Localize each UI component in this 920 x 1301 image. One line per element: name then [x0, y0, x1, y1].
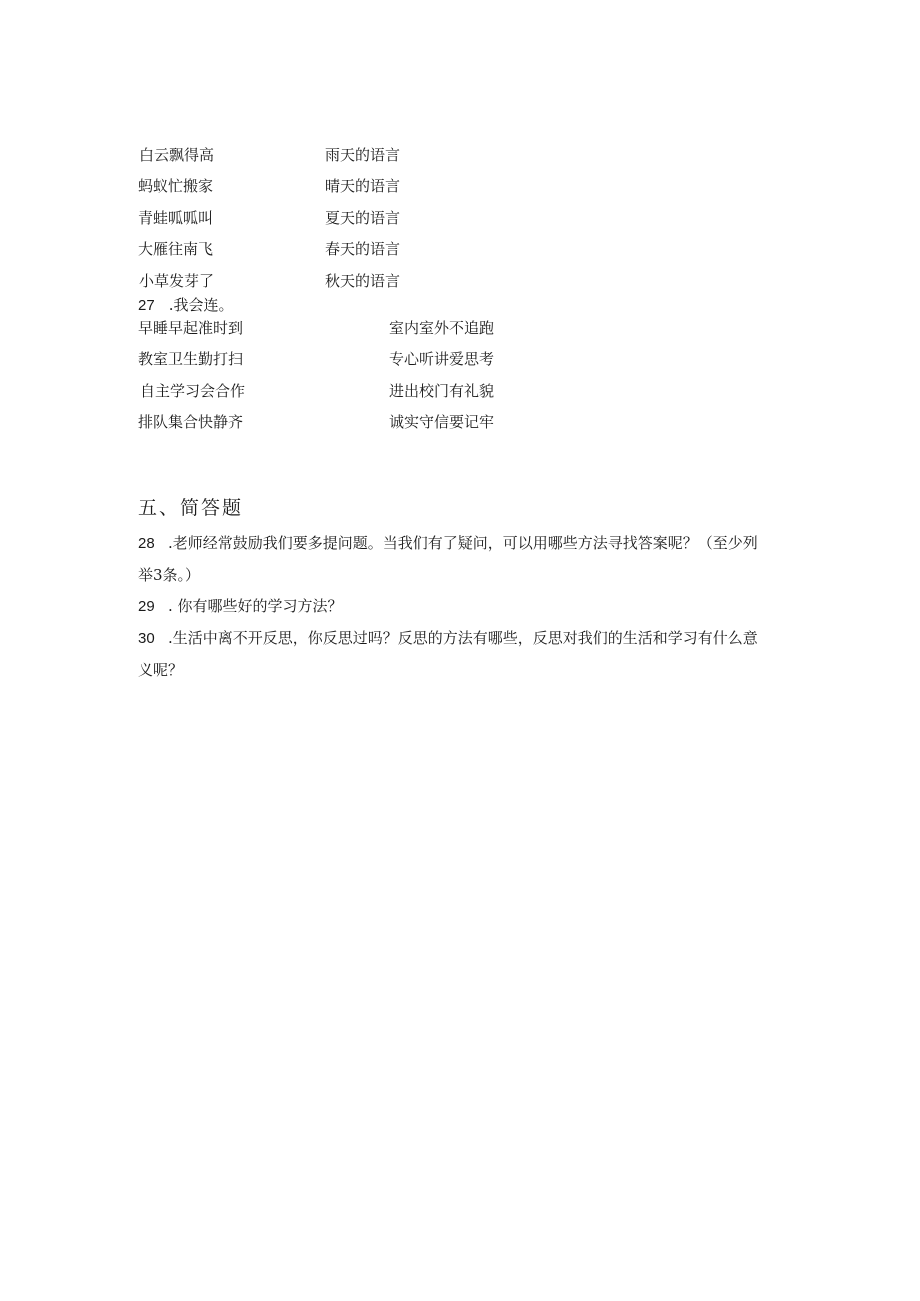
question-28-line2: 举3条。） [138, 566, 201, 584]
match-left-3: 青蛙呱呱叫 [138, 209, 214, 227]
q27-right-2: 专心听讲爱思考 [389, 350, 495, 368]
q27-right-3: 进出校门有礼貌 [389, 382, 495, 400]
question-text: . 你有哪些好的学习方法？ [168, 597, 343, 615]
question-number: 30 [138, 630, 155, 647]
match-left-5: 小草发芽了 [139, 272, 215, 290]
question-number: 28 [138, 535, 155, 552]
question-30-line1 [138, 628, 758, 649]
q27-right-4: 诚实守信要记牢 [389, 413, 495, 431]
match-right-2: 晴天的语言 [325, 177, 401, 195]
q27-left-4: 排队集合快静齐 [138, 413, 244, 431]
question-text: .我会连。 [168, 296, 234, 314]
match-right-5: 秋天的语言 [325, 272, 401, 290]
question-text: .老师经常鼓励我们要多提问题。当我们有了疑问，可以用哪些方法寻找答案呢？（至少列 [168, 534, 758, 552]
match-left-1: 白云飘得高 [139, 146, 215, 164]
match-right-1: 雨天的语言 [325, 146, 401, 164]
q27-left-2: 教室卫生勤打扫 [138, 350, 244, 368]
q27-left-1: 早睡早起准时到 [138, 319, 244, 337]
question-28-line1 [138, 533, 758, 554]
match-right-4: 春天的语言 [325, 240, 401, 258]
match-left-4: 大雁往南飞 [138, 240, 214, 258]
question-number: 29 [138, 598, 155, 615]
question-text: .生活中离不开反思，你反思过吗？反思的方法有哪些，反思对我们的生活和学习有什么意 [168, 629, 758, 647]
question-29-line1 [138, 596, 343, 617]
q27-right-1: 室内室外不追跑 [389, 319, 495, 337]
question-30-line2: 义呢？ [138, 661, 184, 679]
q27-left-3: 自主学习会合作 [140, 382, 246, 400]
match-left-2: 蚂蚁忙搬家 [138, 177, 214, 195]
match-right-3: 夏天的语言 [325, 209, 401, 227]
section-title: 五、简答题 [138, 497, 244, 519]
question-number: 27 [138, 297, 155, 314]
question-27-heading [138, 295, 233, 316]
